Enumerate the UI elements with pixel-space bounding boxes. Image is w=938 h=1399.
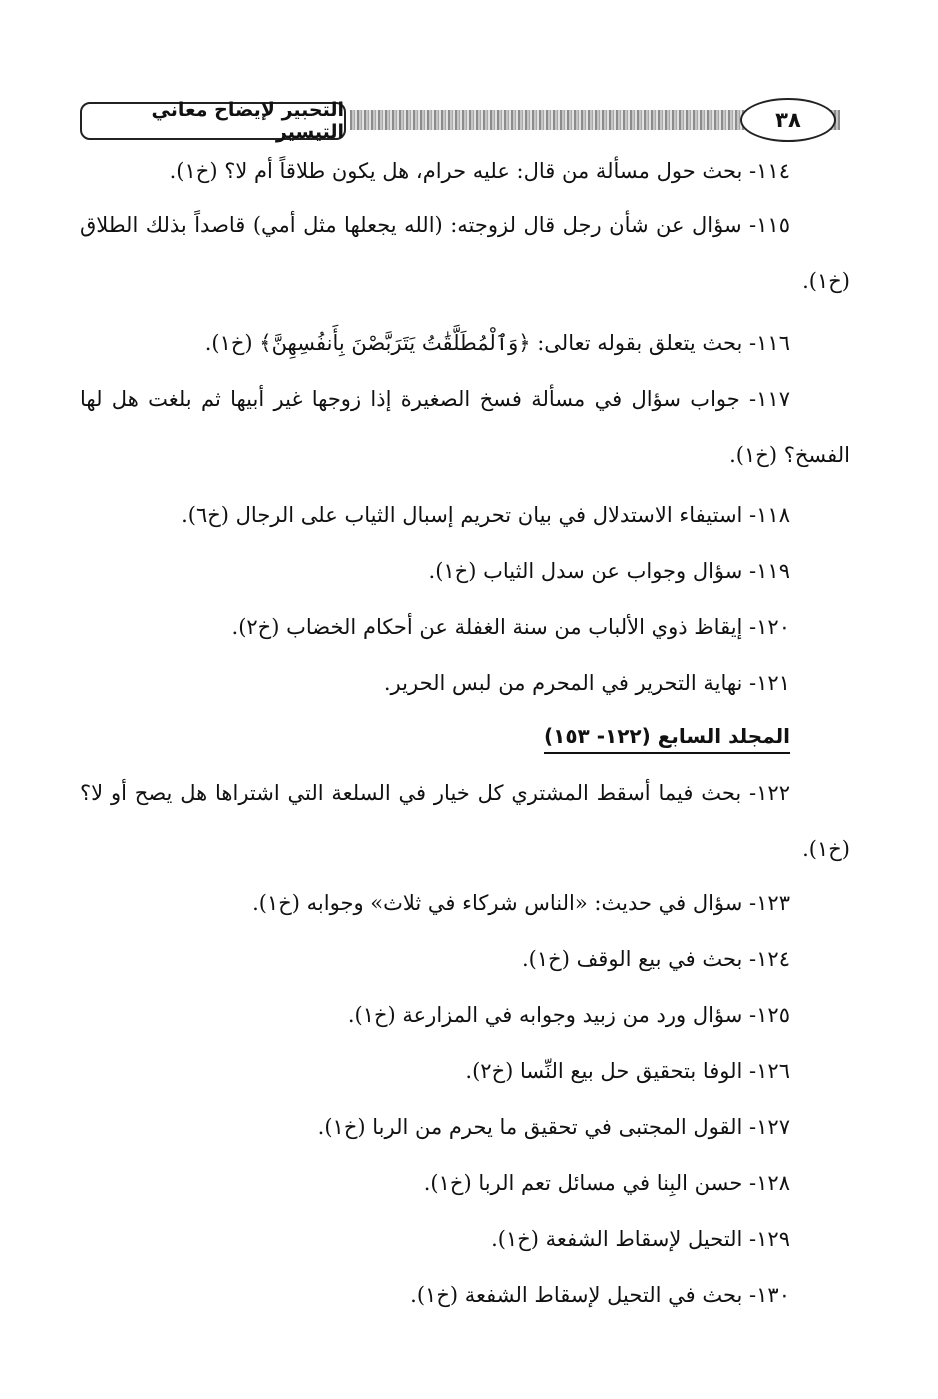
header-ornament-band <box>350 110 750 130</box>
list-item-118: ١١٨- استيفاء الاستدلال في بيان تحريم إسبال الثياب على الرجال (خ٦). <box>181 503 790 527</box>
list-item-122-cont: (خ١). <box>802 837 850 861</box>
list-item-120: ١٢٠- إيقاظ ذوي الألباب من سنة الغفلة عن أحكام الخضاب (خ٢). <box>231 615 790 639</box>
page-number-oval <box>740 98 836 142</box>
list-item-129: ١٢٩- التحيل لإسقاط الشفعة (خ١). <box>491 1227 790 1251</box>
list-item-116: ١١٦- بحث يتعلق بقوله تعالى: ﴿وَٱلْمُطَلَّقَٰتُ يَتَرَبَّصْنَ بِأَنفُسِهِنَّ﴾ (خ١). <box>204 331 790 355</box>
book-title: التحبير لإيضاح معاني التيسير <box>151 99 344 143</box>
list-item-128: ١٢٨- حسن البِنا في مسائل تعم الربا (خ١). <box>423 1171 790 1195</box>
list-item-127: ١٢٧- القول المجتبى في تحقيق ما يحرم من الربا (خ١). <box>317 1115 790 1139</box>
list-item-125: ١٢٥- سؤال ورد من زبيد وجوابه في المزارعة (خ١). <box>347 1003 790 1027</box>
list-item-114: ١١٤- بحث حول مسألة من قال: عليه حرام، هل يكون طلاقاً أم لا؟ (خ١). <box>169 159 790 183</box>
list-item-126: ١٢٦- الوفا بتحقيق حل بيع النِّسا (خ٢). <box>465 1059 790 1083</box>
list-item-122: ١٢٢- بحث فيما أسقط المشتري كل خيار في السلعة التي اشتراها هل يصح أو لا؟ <box>80 781 790 805</box>
list-item-119: ١١٩- سؤال وجواب عن سدل الثياب (خ١). <box>428 559 790 583</box>
book-title-box <box>80 99 346 143</box>
list-item-115-cont: (خ١). <box>802 269 850 293</box>
list-item-130: ١٣٠- بحث في التحيل لإسقاط الشفعة (خ١). <box>410 1283 790 1307</box>
list-item-117: ١١٧- جواب سؤال في مسألة فسخ الصغيرة إذا زوجها غير أبيها ثم بلغت هل لها <box>80 387 790 411</box>
list-item-117-cont: الفسخ؟ (خ١). <box>729 443 850 467</box>
section-heading: المجلد السابع (١٢٢- ١٥٣) <box>544 722 790 754</box>
page-header <box>80 98 840 144</box>
list-item-121: ١٢١- نهاية التحرير في المحرم من لبس الحرير. <box>383 671 790 695</box>
page-number: ٣٨ <box>775 108 801 132</box>
list-item-115: ١١٥- سؤال عن شأن رجل قال لزوجته: (الله يجعلها مثل أمي) قاصداً بذلك الطلاق <box>80 213 790 237</box>
list-item-124: ١٢٤- بحث في بيع الوقف (خ١). <box>521 947 790 971</box>
list-item-123: ١٢٣- سؤال في حديث: «الناس شركاء في ثلاث» وجوابه (خ١). <box>252 891 790 915</box>
